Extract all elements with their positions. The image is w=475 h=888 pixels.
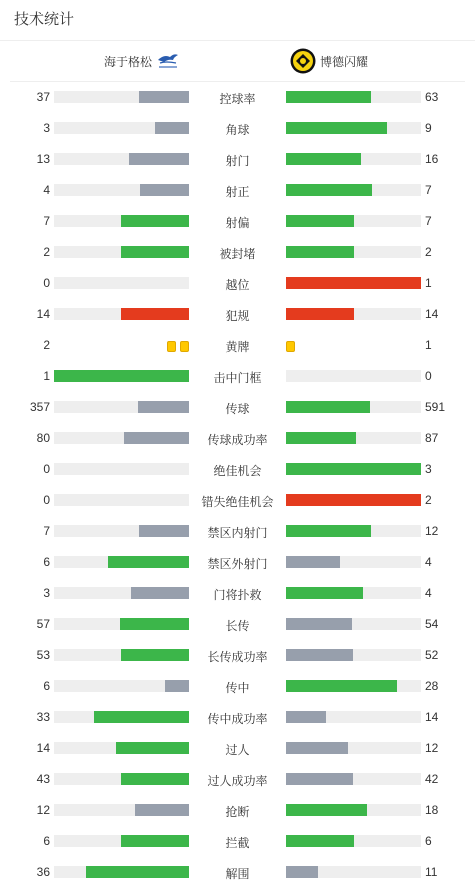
home-bar-track [54, 711, 189, 723]
home-value: 0 [43, 276, 50, 290]
stat-label: 长传 [225, 619, 250, 633]
away-bar-track [286, 463, 421, 475]
away-value: 12 [425, 741, 439, 755]
home-value: 12 [36, 803, 50, 817]
stat-label: 越位 [225, 278, 250, 292]
away-bar-track [286, 866, 421, 878]
home-bar-track [54, 587, 189, 599]
home-bar-track [54, 463, 189, 475]
away-bar-fill [286, 649, 353, 661]
home-bar-track [54, 215, 189, 227]
away-bar-track [286, 804, 421, 816]
home-bar-track [54, 866, 189, 878]
away-value: 42 [425, 772, 439, 786]
home-bar-fill [94, 711, 189, 723]
away-bar-fill [286, 91, 371, 103]
home-value: 36 [36, 865, 50, 879]
stat-label: 解围 [225, 867, 250, 881]
home-value: 53 [36, 648, 50, 662]
stat-row [0, 857, 475, 888]
home-bar-track [54, 277, 189, 289]
away-bar-track [286, 246, 421, 258]
home-bar-fill [86, 866, 189, 878]
away-value: 591 [425, 400, 446, 414]
away-bar-track [286, 91, 421, 103]
away-bar-fill [286, 494, 421, 506]
stat-row [0, 330, 475, 361]
stat-row [0, 702, 475, 733]
away-team-name: 博德闪耀 [320, 54, 369, 69]
away-bar-track [286, 401, 421, 413]
yellow-card-icon [180, 341, 189, 352]
away-bar-fill [286, 463, 421, 475]
away-value: 14 [425, 307, 439, 321]
away-yellow-cards [286, 339, 299, 351]
home-bar-fill [108, 556, 189, 568]
home-bar-track [54, 649, 189, 661]
away-bar-fill [286, 587, 363, 599]
stat-label: 过人 [225, 743, 250, 757]
away-bar-track [286, 773, 421, 785]
home-bar-track [54, 401, 189, 413]
home-value: 3 [43, 586, 50, 600]
stat-row [0, 826, 475, 857]
stat-row [0, 144, 475, 175]
away-bar-fill [286, 122, 387, 134]
away-value: 9 [425, 121, 432, 135]
home-bar-track [54, 742, 189, 754]
stat-row [0, 268, 475, 299]
away-value: 4 [425, 555, 432, 569]
home-value: 4 [43, 183, 50, 197]
stat-label: 传中成功率 [207, 712, 268, 726]
home-value: 2 [43, 338, 50, 352]
home-team[interactable] [104, 42, 180, 80]
stat-row [0, 485, 475, 516]
away-value: 4 [425, 586, 432, 600]
stat-label: 被封堵 [219, 247, 256, 261]
home-bar-track [54, 680, 189, 692]
home-bar-track [54, 618, 189, 630]
home-bar-track [54, 370, 189, 382]
away-bar-track [286, 184, 421, 196]
stat-label: 射偏 [225, 216, 250, 230]
home-value: 14 [36, 741, 50, 755]
away-bar-track [286, 618, 421, 630]
home-bar-track [54, 773, 189, 785]
stat-label: 门将扑救 [213, 588, 262, 602]
home-yellow-cards [163, 339, 189, 351]
away-value: 7 [425, 214, 432, 228]
home-bar-fill [155, 122, 189, 134]
home-bar-track [54, 91, 189, 103]
stat-label: 犯规 [225, 309, 250, 323]
away-bar-track [286, 277, 421, 289]
stat-label: 长传成功率 [207, 650, 268, 664]
home-value: 57 [36, 617, 50, 631]
away-bar-track [286, 525, 421, 537]
home-bar-fill [54, 370, 189, 382]
stat-row [0, 516, 475, 547]
home-bar-track [54, 804, 189, 816]
stat-label: 抢断 [225, 805, 250, 819]
home-value: 6 [43, 679, 50, 693]
header-divider [0, 40, 475, 41]
home-bar-fill [131, 587, 189, 599]
home-value: 7 [43, 524, 50, 538]
stat-row [0, 454, 475, 485]
away-bar-fill [286, 866, 318, 878]
home-bar-fill [129, 153, 189, 165]
home-value: 13 [36, 152, 50, 166]
home-team-logo [156, 51, 180, 71]
stat-row [0, 671, 475, 702]
away-value: 52 [425, 648, 439, 662]
stat-row [0, 82, 475, 113]
stat-row [0, 609, 475, 640]
away-bar-fill [286, 680, 397, 692]
home-bar-fill [140, 184, 189, 196]
stat-row [0, 764, 475, 795]
away-bar-fill [286, 184, 372, 196]
home-value: 37 [36, 90, 50, 104]
away-bar-fill [286, 308, 354, 320]
stat-label: 拦截 [225, 836, 250, 850]
home-bar-fill [121, 649, 189, 661]
home-bar-fill [120, 618, 189, 630]
home-bar-track [54, 153, 189, 165]
away-bar-track [286, 494, 421, 506]
away-value: 7 [425, 183, 432, 197]
home-value: 14 [36, 307, 50, 321]
away-value: 12 [425, 524, 439, 538]
home-value: 6 [43, 555, 50, 569]
home-bar-fill [165, 680, 189, 692]
away-value: 1 [425, 338, 432, 352]
home-bar-fill [121, 773, 189, 785]
away-bar-fill [286, 773, 353, 785]
away-bar-fill [286, 215, 354, 227]
stat-label: 角球 [225, 123, 250, 137]
away-bar-track [286, 680, 421, 692]
home-bar-fill [124, 432, 189, 444]
stat-row [0, 206, 475, 237]
away-bar-fill [286, 804, 367, 816]
page-title: 技术统计 [14, 11, 75, 28]
home-value: 357 [29, 400, 50, 414]
stat-label: 禁区外射门 [207, 557, 268, 571]
stat-row [0, 640, 475, 671]
away-team[interactable] [290, 42, 368, 80]
stat-row [0, 795, 475, 826]
away-bar-fill [286, 277, 421, 289]
stat-row [0, 113, 475, 144]
home-value: 0 [43, 493, 50, 507]
away-bar-fill [286, 525, 371, 537]
away-bar-fill [286, 556, 340, 568]
away-value: 3 [425, 462, 432, 476]
away-value: 54 [425, 617, 439, 631]
stat-label: 传球 [225, 402, 250, 416]
away-bar-track [286, 556, 421, 568]
away-value: 2 [425, 245, 432, 259]
stat-row [0, 237, 475, 268]
home-team-name: 海于格松 [103, 54, 152, 69]
stat-row [0, 733, 475, 764]
home-value: 1 [43, 369, 50, 383]
away-value: 2 [425, 493, 432, 507]
home-value: 43 [36, 772, 50, 786]
home-bar-fill [121, 835, 189, 847]
stat-label: 绝佳机会 [213, 464, 262, 478]
away-bar-fill [286, 153, 361, 165]
home-bar-fill [121, 215, 189, 227]
home-bar-fill [138, 401, 189, 413]
home-value: 33 [36, 710, 50, 724]
stat-label: 传球成功率 [207, 433, 268, 447]
away-bar-track [286, 122, 421, 134]
home-value: 7 [43, 214, 50, 228]
away-value: 87 [425, 431, 439, 445]
away-bar-fill [286, 742, 348, 754]
away-bar-track [286, 153, 421, 165]
away-bar-track [286, 649, 421, 661]
away-value: 28 [425, 679, 439, 693]
away-value: 0 [425, 369, 432, 383]
away-value: 11 [425, 865, 438, 879]
home-bar-track [54, 494, 189, 506]
stat-label: 传中 [225, 681, 250, 695]
stat-label: 控球率 [219, 92, 256, 106]
away-bar-track [286, 215, 421, 227]
stat-label: 过人成功率 [207, 774, 268, 788]
home-value: 2 [43, 245, 50, 259]
stat-row [0, 547, 475, 578]
away-bar-track [286, 308, 421, 320]
home-value: 3 [43, 121, 50, 135]
away-bar-track [286, 587, 421, 599]
stat-row [0, 578, 475, 609]
stat-row [0, 299, 475, 330]
stat-label: 击中门框 [213, 371, 262, 385]
home-bar-track [54, 122, 189, 134]
home-bar-fill [116, 742, 189, 754]
stat-row [0, 361, 475, 392]
away-value: 16 [425, 152, 439, 166]
away-bar-fill [286, 835, 354, 847]
home-bar-track [54, 184, 189, 196]
away-team-logo [290, 48, 316, 74]
home-bar-track [54, 835, 189, 847]
away-bar-fill [286, 711, 326, 723]
home-bar-track [54, 432, 189, 444]
home-bar-track [54, 246, 189, 258]
teams-header [10, 42, 465, 80]
stat-label: 禁区内射门 [207, 526, 268, 540]
away-value: 6 [425, 834, 432, 848]
stats-list [0, 82, 475, 888]
home-bar-fill [121, 246, 189, 258]
home-bar-fill [121, 308, 189, 320]
away-value: 14 [425, 710, 439, 724]
stat-row [0, 392, 475, 423]
away-value: 1 [425, 276, 432, 290]
home-bar-fill [139, 525, 189, 537]
away-bar-fill [286, 401, 370, 413]
home-value: 80 [36, 431, 50, 445]
yellow-card-icon [286, 341, 295, 352]
away-bar-track [286, 432, 421, 444]
away-bar-track [286, 370, 421, 382]
yellow-card-icon [167, 341, 176, 352]
stat-label: 射正 [225, 185, 250, 199]
home-bar-fill [139, 91, 189, 103]
stat-row [0, 423, 475, 454]
away-bar-track [286, 742, 421, 754]
home-value: 0 [43, 462, 50, 476]
stat-label: 射门 [225, 154, 250, 168]
away-bar-fill [286, 432, 356, 444]
away-bar-fill [286, 618, 352, 630]
away-value: 18 [425, 803, 439, 817]
away-bar-fill [286, 246, 354, 258]
home-bar-track [54, 308, 189, 320]
home-bar-fill [135, 804, 189, 816]
home-bar-track [54, 525, 189, 537]
home-bar-track [54, 556, 189, 568]
away-bar-track [286, 711, 421, 723]
home-value: 6 [43, 834, 50, 848]
stat-row [0, 175, 475, 206]
away-value: 63 [425, 90, 439, 104]
stat-label: 错失绝佳机会 [201, 495, 274, 509]
stat-label: 黄牌 [225, 340, 250, 354]
away-bar-track [286, 835, 421, 847]
